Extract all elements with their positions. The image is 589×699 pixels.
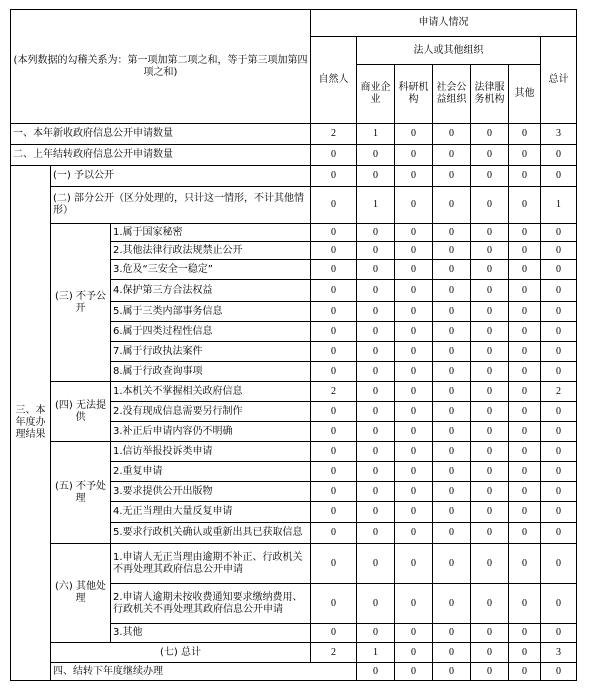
cell: 0 bbox=[433, 462, 471, 482]
cell: 0 bbox=[471, 482, 509, 502]
row-label: 4.无正当理由大量反复申请 bbox=[111, 502, 311, 523]
header-research: 科研机构 bbox=[395, 65, 433, 124]
cell: 2 bbox=[311, 643, 357, 663]
cell: 0 bbox=[357, 663, 395, 681]
cell: 0 bbox=[471, 124, 509, 145]
cell: 0 bbox=[541, 663, 577, 681]
cell: 0 bbox=[395, 322, 433, 342]
cell: 0 bbox=[541, 523, 577, 544]
cell: 0 bbox=[541, 402, 577, 422]
cell: 0 bbox=[357, 242, 395, 260]
cell: 0 bbox=[471, 663, 509, 681]
cell: 0 bbox=[311, 342, 357, 362]
table-row bbox=[11, 187, 577, 224]
cell: 0 bbox=[471, 362, 509, 382]
cell: 0 bbox=[395, 523, 433, 544]
table-row bbox=[11, 544, 577, 584]
cell: 0 bbox=[541, 362, 577, 382]
cell: 0 bbox=[433, 342, 471, 362]
group-6-label: (六) 其他处理 bbox=[51, 544, 111, 643]
header-natural-person: 自然人 bbox=[311, 37, 357, 124]
cell: 0 bbox=[395, 442, 433, 462]
cell: 0 bbox=[311, 482, 357, 502]
cell: 0 bbox=[509, 362, 541, 382]
row-label: 一、本年新收政府信息公开申请数量 bbox=[11, 124, 311, 145]
cell: 0 bbox=[509, 187, 541, 224]
cell: 0 bbox=[433, 584, 471, 624]
cell: 0 bbox=[311, 187, 357, 224]
header-social: 社会公益组织 bbox=[433, 65, 471, 124]
row-label: 1.本机关不掌握相关政府信息 bbox=[111, 382, 311, 402]
cell: 1 bbox=[357, 643, 395, 663]
cell: 0 bbox=[311, 523, 357, 544]
cell: 0 bbox=[433, 166, 471, 187]
table-row bbox=[11, 124, 577, 145]
cell: 0 bbox=[433, 187, 471, 224]
cell: 0 bbox=[357, 422, 395, 442]
cell: 0 bbox=[471, 643, 509, 663]
cell: 0 bbox=[541, 166, 577, 187]
cell: 0 bbox=[395, 462, 433, 482]
cell: 0 bbox=[311, 260, 357, 280]
header-legal-service: 法律服务机构 bbox=[471, 65, 509, 124]
row-label: 3.要求提供公开出版物 bbox=[111, 482, 311, 502]
table-row bbox=[11, 442, 577, 462]
cell: 0 bbox=[395, 482, 433, 502]
table-row bbox=[11, 663, 577, 681]
cell: 0 bbox=[471, 342, 509, 362]
cell: 0 bbox=[509, 145, 541, 166]
cell: 0 bbox=[433, 643, 471, 663]
cell: 0 bbox=[311, 422, 357, 442]
cell: 0 bbox=[509, 544, 541, 584]
cell: 0 bbox=[357, 462, 395, 482]
cell: 0 bbox=[541, 280, 577, 302]
table-row bbox=[11, 224, 577, 242]
cell: 1 bbox=[357, 124, 395, 145]
cell: 0 bbox=[471, 242, 509, 260]
cell: 0 bbox=[395, 124, 433, 145]
cell: 0 bbox=[357, 302, 395, 322]
cell: 0 bbox=[395, 362, 433, 382]
cell: 0 bbox=[509, 502, 541, 523]
cell: 0 bbox=[311, 166, 357, 187]
cell: 0 bbox=[509, 624, 541, 643]
cell: 0 bbox=[357, 502, 395, 523]
row-label: 1.属于国家秘密 bbox=[111, 224, 311, 242]
cell: 0 bbox=[541, 322, 577, 342]
cell: 0 bbox=[311, 502, 357, 523]
cell: 0 bbox=[471, 187, 509, 224]
cell: 0 bbox=[433, 422, 471, 442]
row-label: (一) 予以公开 bbox=[51, 166, 311, 187]
cell: 0 bbox=[357, 224, 395, 242]
cell: 0 bbox=[357, 482, 395, 502]
row-label: 1.申请人无正当理由逾期不补正、行政机关不再处理其政府信息公开申请 bbox=[111, 544, 311, 584]
cell: 0 bbox=[357, 624, 395, 643]
cell: 0 bbox=[311, 224, 357, 242]
cell: 0 bbox=[509, 224, 541, 242]
cell: 0 bbox=[311, 242, 357, 260]
row-label: 3.危及“三安全一稳定” bbox=[111, 260, 311, 280]
row-label: 5.属于三类内部事务信息 bbox=[111, 302, 311, 322]
row-label: 二、上年结转政府信息公开申请数量 bbox=[11, 145, 311, 166]
cell: 0 bbox=[357, 260, 395, 280]
cell: 0 bbox=[541, 145, 577, 166]
cell: 2 bbox=[311, 382, 357, 402]
cell: 0 bbox=[395, 260, 433, 280]
header-total: 总计 bbox=[541, 37, 577, 124]
cell: 0 bbox=[471, 584, 509, 624]
group-3-label: (三) 不予公开 bbox=[51, 224, 111, 382]
table-row bbox=[11, 382, 577, 402]
cell: 0 bbox=[541, 502, 577, 523]
header-other: 其他 bbox=[509, 65, 541, 124]
row-label: 7.属于行政执法案件 bbox=[111, 342, 311, 362]
cell: 0 bbox=[311, 544, 357, 584]
disclosure-table bbox=[10, 9, 577, 681]
cell: 0 bbox=[395, 643, 433, 663]
cell: 0 bbox=[357, 382, 395, 402]
row-label: 6.属于四类过程性信息 bbox=[111, 322, 311, 342]
cell: 0 bbox=[395, 422, 433, 442]
cell: 0 bbox=[433, 124, 471, 145]
table-row bbox=[11, 145, 577, 166]
row-label: 5.要求行政机关确认或重新出具已获取信息 bbox=[111, 523, 311, 544]
cell: 0 bbox=[509, 663, 541, 681]
cell: 0 bbox=[509, 280, 541, 302]
cell: 0 bbox=[471, 544, 509, 584]
cell: 0 bbox=[395, 342, 433, 362]
cell: 0 bbox=[395, 145, 433, 166]
cell: 0 bbox=[433, 624, 471, 643]
cell: 0 bbox=[433, 242, 471, 260]
row-label: (七) 总计 bbox=[51, 643, 311, 663]
cell: 3 bbox=[541, 124, 577, 145]
cell: 0 bbox=[509, 242, 541, 260]
cell: 0 bbox=[433, 502, 471, 523]
cell: 0 bbox=[433, 482, 471, 502]
cell: 0 bbox=[433, 382, 471, 402]
cell: 0 bbox=[509, 260, 541, 280]
cell: 0 bbox=[395, 280, 433, 302]
cell: 0 bbox=[471, 523, 509, 544]
row-label: 4.保护第三方合法权益 bbox=[111, 280, 311, 302]
cell: 0 bbox=[433, 322, 471, 342]
cell: 0 bbox=[311, 624, 357, 643]
cell: 0 bbox=[471, 166, 509, 187]
cell: 0 bbox=[433, 260, 471, 280]
cell: 2 bbox=[311, 124, 357, 145]
cell: 0 bbox=[509, 643, 541, 663]
group-5-label: (五) 不予处理 bbox=[51, 442, 111, 544]
cell: 0 bbox=[471, 260, 509, 280]
cell: 0 bbox=[433, 523, 471, 544]
cell: 0 bbox=[509, 302, 541, 322]
cell: 0 bbox=[509, 382, 541, 402]
row-label: 2.申请人逾期未按收费通知要求缴纳费用、行政机关不再处理其政府信息公开申请 bbox=[111, 584, 311, 624]
cell: 0 bbox=[471, 422, 509, 442]
cell: 0 bbox=[509, 124, 541, 145]
cell: 0 bbox=[433, 224, 471, 242]
cell: 0 bbox=[357, 523, 395, 544]
cell: 0 bbox=[541, 422, 577, 442]
group-4-label: (四) 无法提供 bbox=[51, 382, 111, 442]
cell: 0 bbox=[541, 224, 577, 242]
row-label: (二) 部分公开（区分处理的，只计这一情形，不计其他情形） bbox=[51, 187, 311, 224]
cell: 0 bbox=[311, 442, 357, 462]
cell: 0 bbox=[357, 280, 395, 302]
cell: 0 bbox=[357, 362, 395, 382]
cell: 0 bbox=[311, 280, 357, 302]
cell: 0 bbox=[471, 462, 509, 482]
row-label: 2.其他法律行政法规禁止公开 bbox=[111, 242, 311, 260]
cell: 0 bbox=[433, 362, 471, 382]
cell: 0 bbox=[395, 166, 433, 187]
cell: 0 bbox=[395, 584, 433, 624]
cell: 0 bbox=[541, 302, 577, 322]
row-label: 3.其他 bbox=[111, 624, 311, 643]
cell: 0 bbox=[509, 442, 541, 462]
cell: 0 bbox=[357, 584, 395, 624]
table-row bbox=[11, 166, 577, 187]
header-legal-orgs: 法人或其他组织 bbox=[357, 37, 541, 65]
cell: 0 bbox=[509, 482, 541, 502]
cell: 0 bbox=[395, 242, 433, 260]
cell: 0 bbox=[541, 260, 577, 280]
cell: 0 bbox=[509, 462, 541, 482]
cell: 0 bbox=[357, 402, 395, 422]
cell: 0 bbox=[509, 523, 541, 544]
cell: 0 bbox=[541, 584, 577, 624]
cell: 0 bbox=[471, 322, 509, 342]
cell: 0 bbox=[357, 166, 395, 187]
cell: 0 bbox=[357, 442, 395, 462]
cell: 0 bbox=[471, 502, 509, 523]
cell: 0 bbox=[541, 462, 577, 482]
cell: 0 bbox=[541, 242, 577, 260]
cell: 0 bbox=[471, 224, 509, 242]
cell: 0 bbox=[433, 302, 471, 322]
cell: 0 bbox=[395, 502, 433, 523]
cell: 0 bbox=[541, 342, 577, 362]
cell: 0 bbox=[357, 544, 395, 584]
cell: 0 bbox=[311, 462, 357, 482]
cell: 0 bbox=[471, 402, 509, 422]
cell: 0 bbox=[433, 280, 471, 302]
cell: 0 bbox=[395, 544, 433, 584]
cell: 0 bbox=[471, 382, 509, 402]
cell: 0 bbox=[471, 442, 509, 462]
cell: 0 bbox=[311, 302, 357, 322]
cell: 0 bbox=[541, 624, 577, 643]
row-label: 四、结转下年度继续办理 bbox=[51, 663, 357, 681]
cell: 3 bbox=[541, 643, 577, 663]
cell: 0 bbox=[433, 402, 471, 422]
cell: 0 bbox=[471, 280, 509, 302]
cell: 0 bbox=[395, 224, 433, 242]
cell: 0 bbox=[471, 145, 509, 166]
header-note: (本列数据的勾稽关系为：第一项加第二项之和，等于第三项加第四项之和) bbox=[11, 10, 311, 124]
cell: 0 bbox=[471, 302, 509, 322]
header-commercial: 商业企业 bbox=[357, 65, 395, 124]
cell: 0 bbox=[395, 624, 433, 643]
row-label: 3.补正后申请内容仍不明确 bbox=[111, 422, 311, 442]
cell: 0 bbox=[433, 663, 471, 681]
cell: 0 bbox=[471, 624, 509, 643]
cell: 0 bbox=[395, 382, 433, 402]
row-label: 2.重复申请 bbox=[111, 462, 311, 482]
cell: 0 bbox=[311, 322, 357, 342]
table-row bbox=[11, 643, 577, 663]
cell: 0 bbox=[311, 584, 357, 624]
cell: 0 bbox=[357, 145, 395, 166]
cell: 0 bbox=[395, 663, 433, 681]
row-label: 1.信访举报投诉类申请 bbox=[111, 442, 311, 462]
cell: 0 bbox=[433, 442, 471, 462]
cell: 0 bbox=[509, 166, 541, 187]
cell: 0 bbox=[311, 362, 357, 382]
cell: 0 bbox=[395, 402, 433, 422]
cell: 0 bbox=[433, 544, 471, 584]
cell: 0 bbox=[433, 145, 471, 166]
header-applicant-status: 申请人情况 bbox=[311, 10, 577, 37]
cell: 0 bbox=[357, 322, 395, 342]
cell: 1 bbox=[357, 187, 395, 224]
row-label: 2.没有现成信息需要另行制作 bbox=[111, 402, 311, 422]
cell: 0 bbox=[541, 544, 577, 584]
cell: 0 bbox=[311, 402, 357, 422]
cell: 0 bbox=[311, 145, 357, 166]
cell: 1 bbox=[541, 187, 577, 224]
cell: 0 bbox=[509, 342, 541, 362]
cell: 0 bbox=[395, 302, 433, 322]
cell: 0 bbox=[395, 187, 433, 224]
cell: 0 bbox=[541, 482, 577, 502]
cell: 0 bbox=[509, 402, 541, 422]
cell: 0 bbox=[509, 584, 541, 624]
section-3-label: 三、本年度办理结果 bbox=[11, 166, 51, 681]
cell: 0 bbox=[509, 322, 541, 342]
cell: 2 bbox=[541, 382, 577, 402]
row-label: 8.属于行政查询事项 bbox=[111, 362, 311, 382]
cell: 0 bbox=[357, 342, 395, 362]
cell: 0 bbox=[541, 442, 577, 462]
cell: 0 bbox=[509, 422, 541, 442]
